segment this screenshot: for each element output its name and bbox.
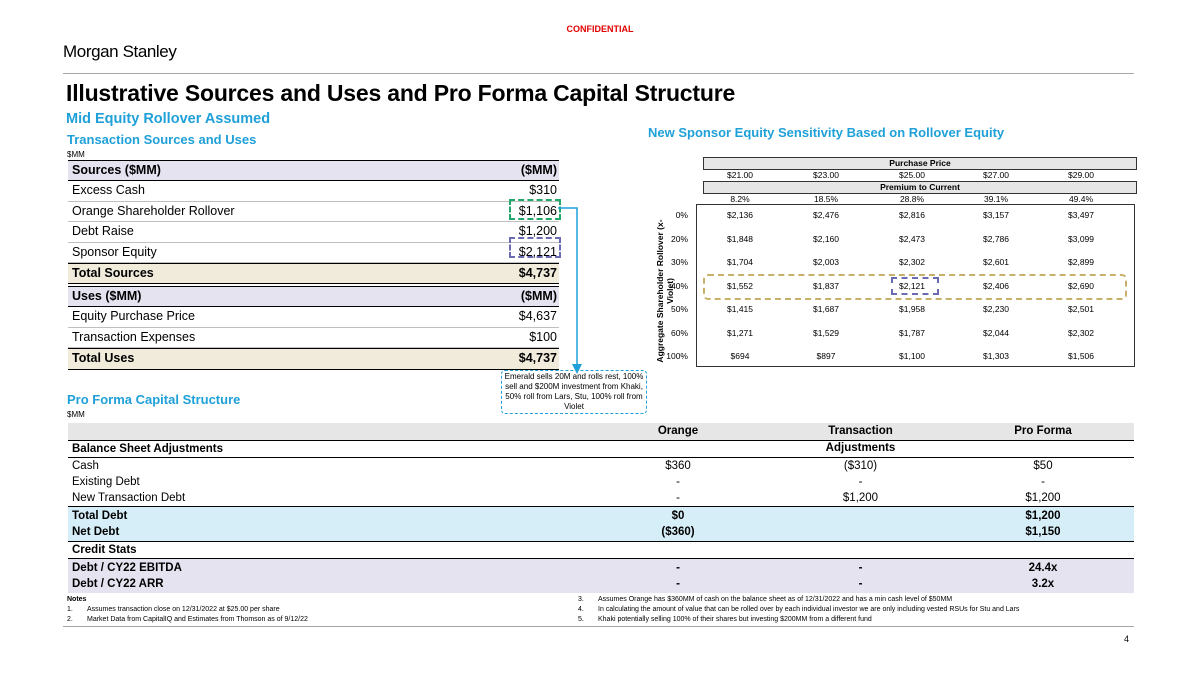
sensitivity-cell: $2,003: [813, 257, 839, 267]
premium-header-cell: 8.2%: [730, 194, 750, 204]
row-label: Debt Raise: [72, 224, 134, 239]
row-label: Net Debt: [72, 526, 120, 538]
cell: -: [858, 562, 863, 574]
note-item: [67, 605, 308, 615]
cell: -: [676, 578, 680, 590]
sensitivity-cell: $2,816: [899, 210, 925, 220]
sensitivity-cell: $2,501: [1068, 304, 1094, 314]
note-number: 2.: [67, 616, 73, 623]
sensitivity-cell: $2,476: [813, 210, 839, 220]
note-item: [578, 595, 1019, 605]
section-header: Balance Sheet Adjustments: [68, 440, 1134, 458]
sensitivity-cell: $1,687: [813, 304, 839, 314]
sensitivity-cell: $694: [730, 351, 750, 361]
cell: $0: [671, 510, 685, 522]
price-header-cell: $21.00: [727, 170, 753, 180]
sensitivity-cell: $2,302: [1068, 327, 1094, 338]
sensitivity-cell: $2,136: [727, 210, 753, 220]
cell: -: [676, 562, 680, 574]
sources-header-unit: ($MM): [520, 163, 557, 177]
section-header: Credit Stats: [68, 541, 1134, 559]
sensitivity-cell: $2,302: [899, 257, 925, 267]
sensitivity-cell: $3,099: [1068, 233, 1094, 244]
sensitivity-cell: $1,100: [899, 351, 925, 361]
row-label: New Transaction Debt: [72, 492, 186, 504]
sensitivity-cell: $2,044: [983, 327, 1009, 338]
cell: 3.2x: [1031, 578, 1055, 590]
row-label: Sponsor Equity: [72, 244, 157, 259]
price-header-cell: $27.00: [983, 170, 1009, 180]
premium-header-cell: 39.1%: [983, 194, 1009, 204]
row-value: $100: [529, 329, 557, 344]
rollover-row-label: 20%: [670, 233, 688, 244]
footer-divider: [63, 626, 1134, 627]
notes-left: [67, 595, 308, 625]
sensitivity-cell: $2,160: [813, 233, 839, 244]
page-subtitle: Mid Equity Rollover Assumed: [66, 111, 271, 127]
note-text: Khaki potentially selling 100% of their shares but investing $200MM from a different fund: [598, 616, 872, 623]
note-number: 3.: [578, 596, 584, 603]
sensitivity-cell: $1,704: [727, 257, 753, 267]
row-label: Debt / CY22 EBITDA: [72, 562, 182, 574]
cell: -: [676, 492, 680, 504]
cell: ($310): [843, 460, 878, 472]
credit-stats-block: [68, 559, 1134, 593]
cell: $360: [665, 460, 691, 472]
page-number: 4: [1124, 634, 1130, 644]
sensitivity-cell: $2,601: [983, 257, 1009, 267]
sources-header-label: Sources ($MM): [72, 163, 161, 177]
cell: -: [858, 476, 863, 488]
notes-right: [578, 595, 1019, 625]
cell: $1,200: [1025, 510, 1061, 522]
uses-header-unit: ($MM): [520, 289, 557, 303]
note-number: 4.: [578, 606, 584, 613]
row-value: $2,121: [518, 244, 557, 259]
sources-uses-title: Transaction Sources and Uses: [67, 132, 257, 147]
sensitivity-title: New Sponsor Equity Sensitivity Based on Rollover Equity: [648, 125, 1005, 140]
note-text: In calculating the amount of value that can be rolled over by each individual investor we are only including vested RSUs for Stu and Lars: [598, 606, 1020, 613]
sensitivity-cell: $3,497: [1068, 210, 1094, 220]
notes-title: Notes: [67, 596, 87, 603]
sensitivity-cell: $1,848: [727, 233, 753, 244]
note-number: 1.: [67, 606, 73, 613]
capital-structure-units: $MM: [67, 410, 85, 419]
sensitivity-cell: $1,303: [983, 351, 1009, 361]
net-debt-row: [68, 524, 1134, 540]
page-title: Illustrative Sources and Uses and Pro Forma Capital Structure: [66, 80, 736, 106]
note-number: 5.: [578, 616, 584, 623]
note-item: [578, 615, 1019, 625]
cell: $1,150: [1025, 526, 1061, 538]
note-text: Assumes Orange has $360MM of cash on the balance sheet as of 12/31/2022 and has a min cash level of $50MM: [598, 596, 953, 603]
row-label: Existing Debt: [72, 476, 140, 488]
premium-header: Premium to Current: [703, 181, 1137, 194]
sensitivity-cell: $2,121: [899, 280, 925, 291]
row-label: Cash: [72, 460, 99, 472]
cell: $50: [1033, 460, 1053, 472]
cell: $1,200: [842, 492, 879, 504]
row-value: $4,737: [518, 351, 557, 366]
cell: -: [676, 476, 680, 488]
cell: ($360): [661, 526, 695, 538]
sensitivity-cell: $1,958: [899, 304, 925, 314]
sensitivity-cell: $1,787: [899, 327, 925, 338]
total-debt-row: [68, 508, 1134, 524]
sensitivity-cell: $1,271: [727, 327, 753, 338]
row-value: $1,106: [518, 203, 557, 218]
table-row: [68, 560, 1134, 576]
purchase-price-header: Purchase Price: [703, 157, 1137, 170]
sensitivity-cell: $897: [816, 351, 836, 361]
sensitivity-cell: $1,837: [813, 280, 839, 291]
price-header-cell: $23.00: [813, 170, 839, 180]
rollover-row-label: 40%: [670, 280, 688, 291]
row-label: Excess Cash: [72, 183, 145, 198]
rollover-row-label: 0%: [675, 210, 688, 220]
row-label: Debt / CY22 ARR: [72, 578, 164, 590]
price-header-cell: $25.00: [899, 170, 925, 180]
rollover-callout: Emerald sells 20M and rolls rest, 100% sell and $200M investment from Khaki, 50% roll from Lars, Stu, 100% roll from Violet: [501, 370, 647, 414]
row-value: $4,737: [518, 265, 557, 280]
row-label: Equity Purchase Price: [72, 309, 195, 324]
note-text: Market Data from CapitalIQ and Estimates from Thomson as of 9/12/22: [87, 616, 308, 623]
capital-structure-title: Pro Forma Capital Structure: [67, 392, 241, 407]
rollover-row-label: 100%: [666, 351, 688, 361]
sensitivity-cell: $1,529: [813, 327, 839, 338]
table-row: [68, 576, 1134, 592]
row-value: $4,637: [518, 309, 557, 324]
note-item: [578, 605, 1019, 615]
cell: 24.4x: [1028, 562, 1058, 574]
row-label: Orange Shareholder Rollover: [72, 203, 235, 218]
cell: -: [858, 578, 863, 590]
sensitivity-cell: $2,690: [1068, 280, 1094, 291]
company-logo: Morgan Stanley: [63, 42, 177, 61]
selected-case-highlight-box: [891, 277, 939, 295]
premium-header-cell: 18.5%: [813, 194, 839, 204]
col-header-adjustments: Transaction Adjustments: [825, 425, 896, 454]
row-label: Total Debt: [72, 510, 128, 522]
rollover-row-label: 30%: [670, 257, 688, 267]
sensitivity-cell: $1,506: [1068, 351, 1094, 361]
note-item: [67, 615, 308, 625]
table-row: [68, 458, 1134, 474]
row-label: Total Sources: [72, 265, 154, 280]
sensitivity-cell: $2,473: [899, 233, 925, 244]
sensitivity-cell: $3,157: [983, 210, 1009, 220]
note-text: Assumes transaction close on 12/31/2022 at $25.00 per share: [87, 606, 280, 613]
row-value: $310: [529, 183, 557, 198]
sensitivity-cell: $1,415: [727, 304, 753, 314]
sensitivity-cell: $2,406: [983, 280, 1009, 291]
sensitivity-cell: $2,786: [983, 233, 1009, 244]
cell: $1,200: [1025, 492, 1061, 504]
debt-totals-block: [68, 506, 1134, 541]
sources-uses-units: $MM: [67, 150, 85, 159]
row-value: $1,200: [518, 224, 557, 239]
confidential-label: CONFIDENTIAL: [566, 24, 634, 34]
price-header-cell: $29.00: [1068, 170, 1094, 180]
rollover-row-label: 50%: [670, 304, 688, 314]
rollover-row-label: 60%: [670, 327, 688, 338]
sensitivity-cell: $2,230: [983, 304, 1009, 314]
row-label: Transaction Expenses: [72, 329, 196, 344]
uses-header-label: Uses ($MM): [72, 289, 142, 303]
table-row: [68, 474, 1134, 490]
sensitivity-cell: $2,899: [1068, 257, 1094, 267]
capital-structure-table: [68, 423, 1134, 593]
cell: -: [1041, 476, 1045, 488]
premium-header-cell: 49.4%: [1068, 194, 1094, 204]
rollover-axis-label: Aggregate Shareholder Rollover (x-Violet): [655, 219, 675, 363]
table-row: [68, 490, 1134, 506]
col-header-pro-forma: Pro Forma: [1014, 425, 1072, 437]
sensitivity-cell: $1,552: [727, 280, 753, 291]
premium-header-cell: 28.8%: [899, 194, 925, 204]
row-label: Total Uses: [72, 351, 135, 366]
col-header-orange: Orange: [657, 425, 699, 437]
